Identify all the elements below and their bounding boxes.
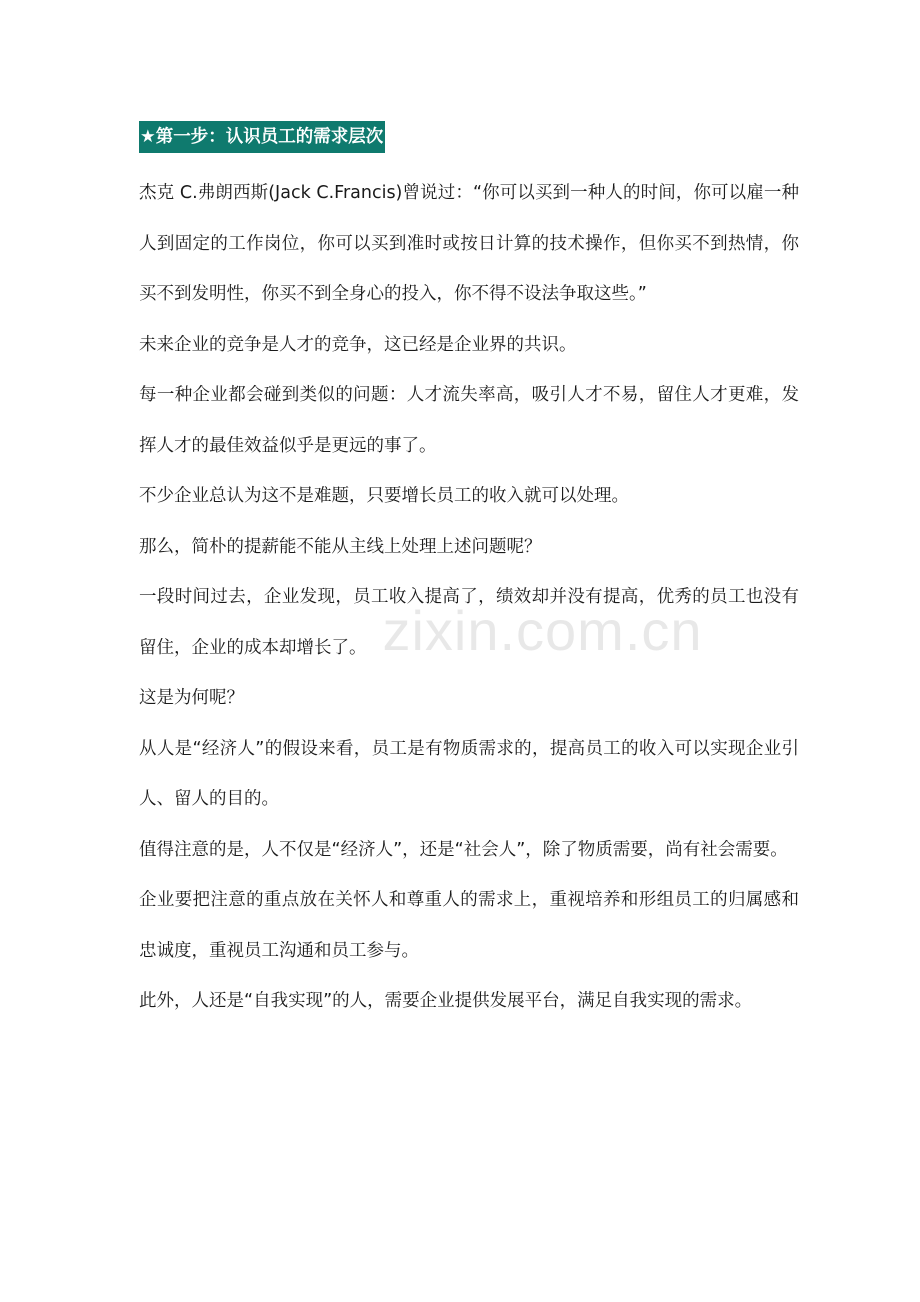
paragraph-social-man: 值得注意的是，人不仅是“经济人”，还是“社会人”，除了物质需要，尚有社会需要。 <box>139 839 788 860</box>
paragraph-quote: 杰克 C.弗朗西斯(Jack C.Francis)曾说过：“你可以买到一种人的时间，你可以雇一种人到固定的工作岗位，你可以买到准时或按日计算的技术操作，但你买不到热情，你买不到发明性，你买不到全身心的投入，你不得不设法争取这些。” <box>139 183 799 304</box>
document-body <box>139 168 799 1027</box>
paragraph-common-problems: 每一种企业都会碰到类似的问题：人才流失率高，吸引人才不易，留住人才更难，发挥人才的最佳效益似乎是更远的事了。 <box>139 385 799 456</box>
paragraph-self-actualization: 此外，人还是“自我实现”的人，需要企业提供发展平台，满足自我实现的需求。 <box>139 991 753 1011</box>
paragraph-salary-assumption: 不少企业总认为这不是难题，只要增长员工的收入就可以处理。 <box>139 486 629 506</box>
section-heading: ★第一步：认识员工的需求层次 <box>139 121 385 153</box>
paragraph-respect-needs: 企业要把注意的重点放在关怀人和尊重人的需求上，重视培养和形组员工的归属感和忠诚度，重视员工沟通和员工参与。 <box>139 890 799 961</box>
paragraph-question: 那么，简朴的提薪能不能从主线上处理上述问题呢？ <box>139 536 542 557</box>
paragraph-outcome: 一段时间过去，企业发现，员工收入提高了，绩效却并没有提高，优秀的员工也没有留住，企业的成本却增长了。 <box>139 587 799 658</box>
paragraph-why: 这是为何呢？ <box>139 688 244 708</box>
paragraph-competition: 未来企业的竞争是人才的竞争，这已经是企业界的共识。 <box>139 334 577 355</box>
paragraph-economic-man: 从人是“经济人”的假设来看，员工是有物质需求的，提高员工的收入可以实现企业引人、留人的目的。 <box>139 738 799 809</box>
watermark-text: zixin.com.cn <box>382 599 703 662</box>
